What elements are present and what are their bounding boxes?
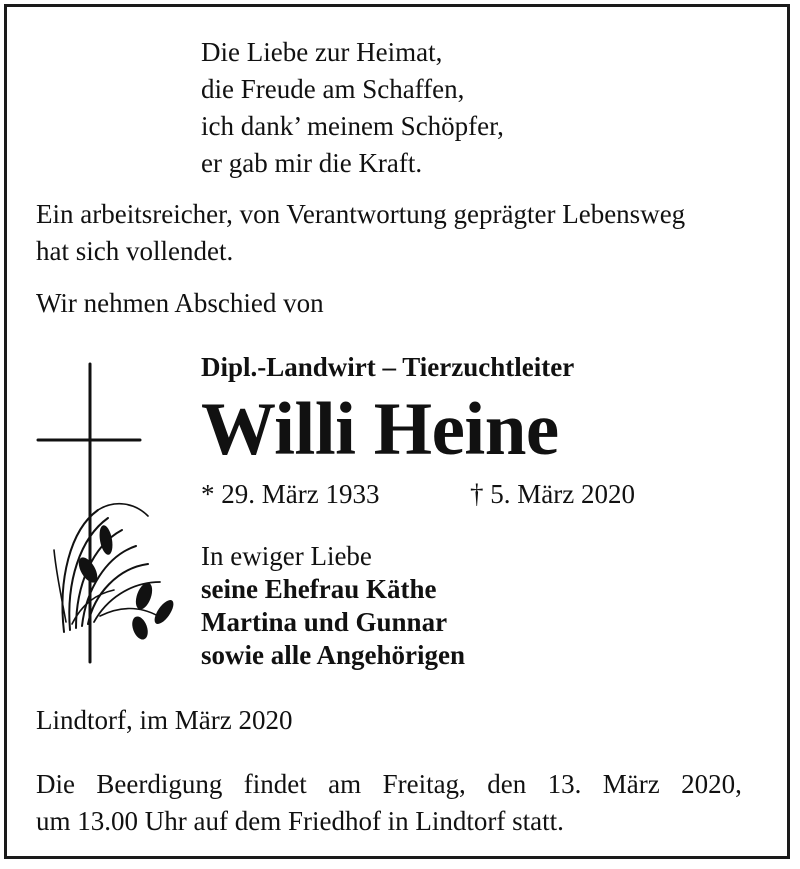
funeral-notice	[36, 766, 742, 840]
mourner-line: sowie alle Angehörigen	[201, 640, 465, 670]
deceased-title: Dipl.-Landwirt – Tierzuchtleiter	[201, 352, 575, 382]
funeral-word: am	[328, 769, 362, 799]
poem	[201, 34, 504, 182]
birth-date: * 29. März 1933	[201, 479, 380, 509]
funeral-line-1	[36, 766, 742, 803]
funeral-word: Die	[36, 769, 75, 799]
intro-text	[36, 196, 685, 270]
mourner-line: seine Ehefrau Käthe	[201, 574, 437, 604]
death-date: † 5. März 2020	[470, 479, 635, 509]
cross-with-grain-icon	[36, 360, 186, 665]
funeral-line-2: um 13.00 Uhr auf dem Friedhof in Lindtorf statt.	[36, 806, 564, 836]
funeral-word: März	[602, 769, 660, 799]
poem-line: er gab mir die Kraft.	[201, 148, 423, 178]
funeral-word: Beerdigung	[96, 769, 223, 799]
funeral-word: 13.	[547, 769, 582, 799]
funeral-word: den	[487, 769, 527, 799]
funeral-word: Freitag,	[382, 769, 466, 799]
poem-line: die Freude am Schaffen,	[201, 74, 465, 104]
mourners-intro: In ewiger Liebe	[201, 541, 372, 571]
intro-line: Ein arbeitsreicher, von Verantwortung geprägter Lebensweg	[36, 199, 686, 229]
funeral-word: 2020,	[681, 769, 742, 799]
mourners	[201, 540, 465, 672]
funeral-word: findet	[243, 769, 307, 799]
poem-line: Die Liebe zur Heimat,	[201, 37, 443, 67]
mourner-line: Martina und Gunnar	[201, 607, 448, 637]
deceased-name: Willi Heine	[201, 388, 559, 471]
farewell-line: Wir nehmen Abschied von	[36, 288, 324, 318]
poem-line: ich dank’ meinem Schöpfer,	[201, 111, 504, 141]
intro-line: hat sich vollendet.	[36, 236, 234, 266]
place-date: Lindtorf, im März 2020	[36, 705, 293, 735]
